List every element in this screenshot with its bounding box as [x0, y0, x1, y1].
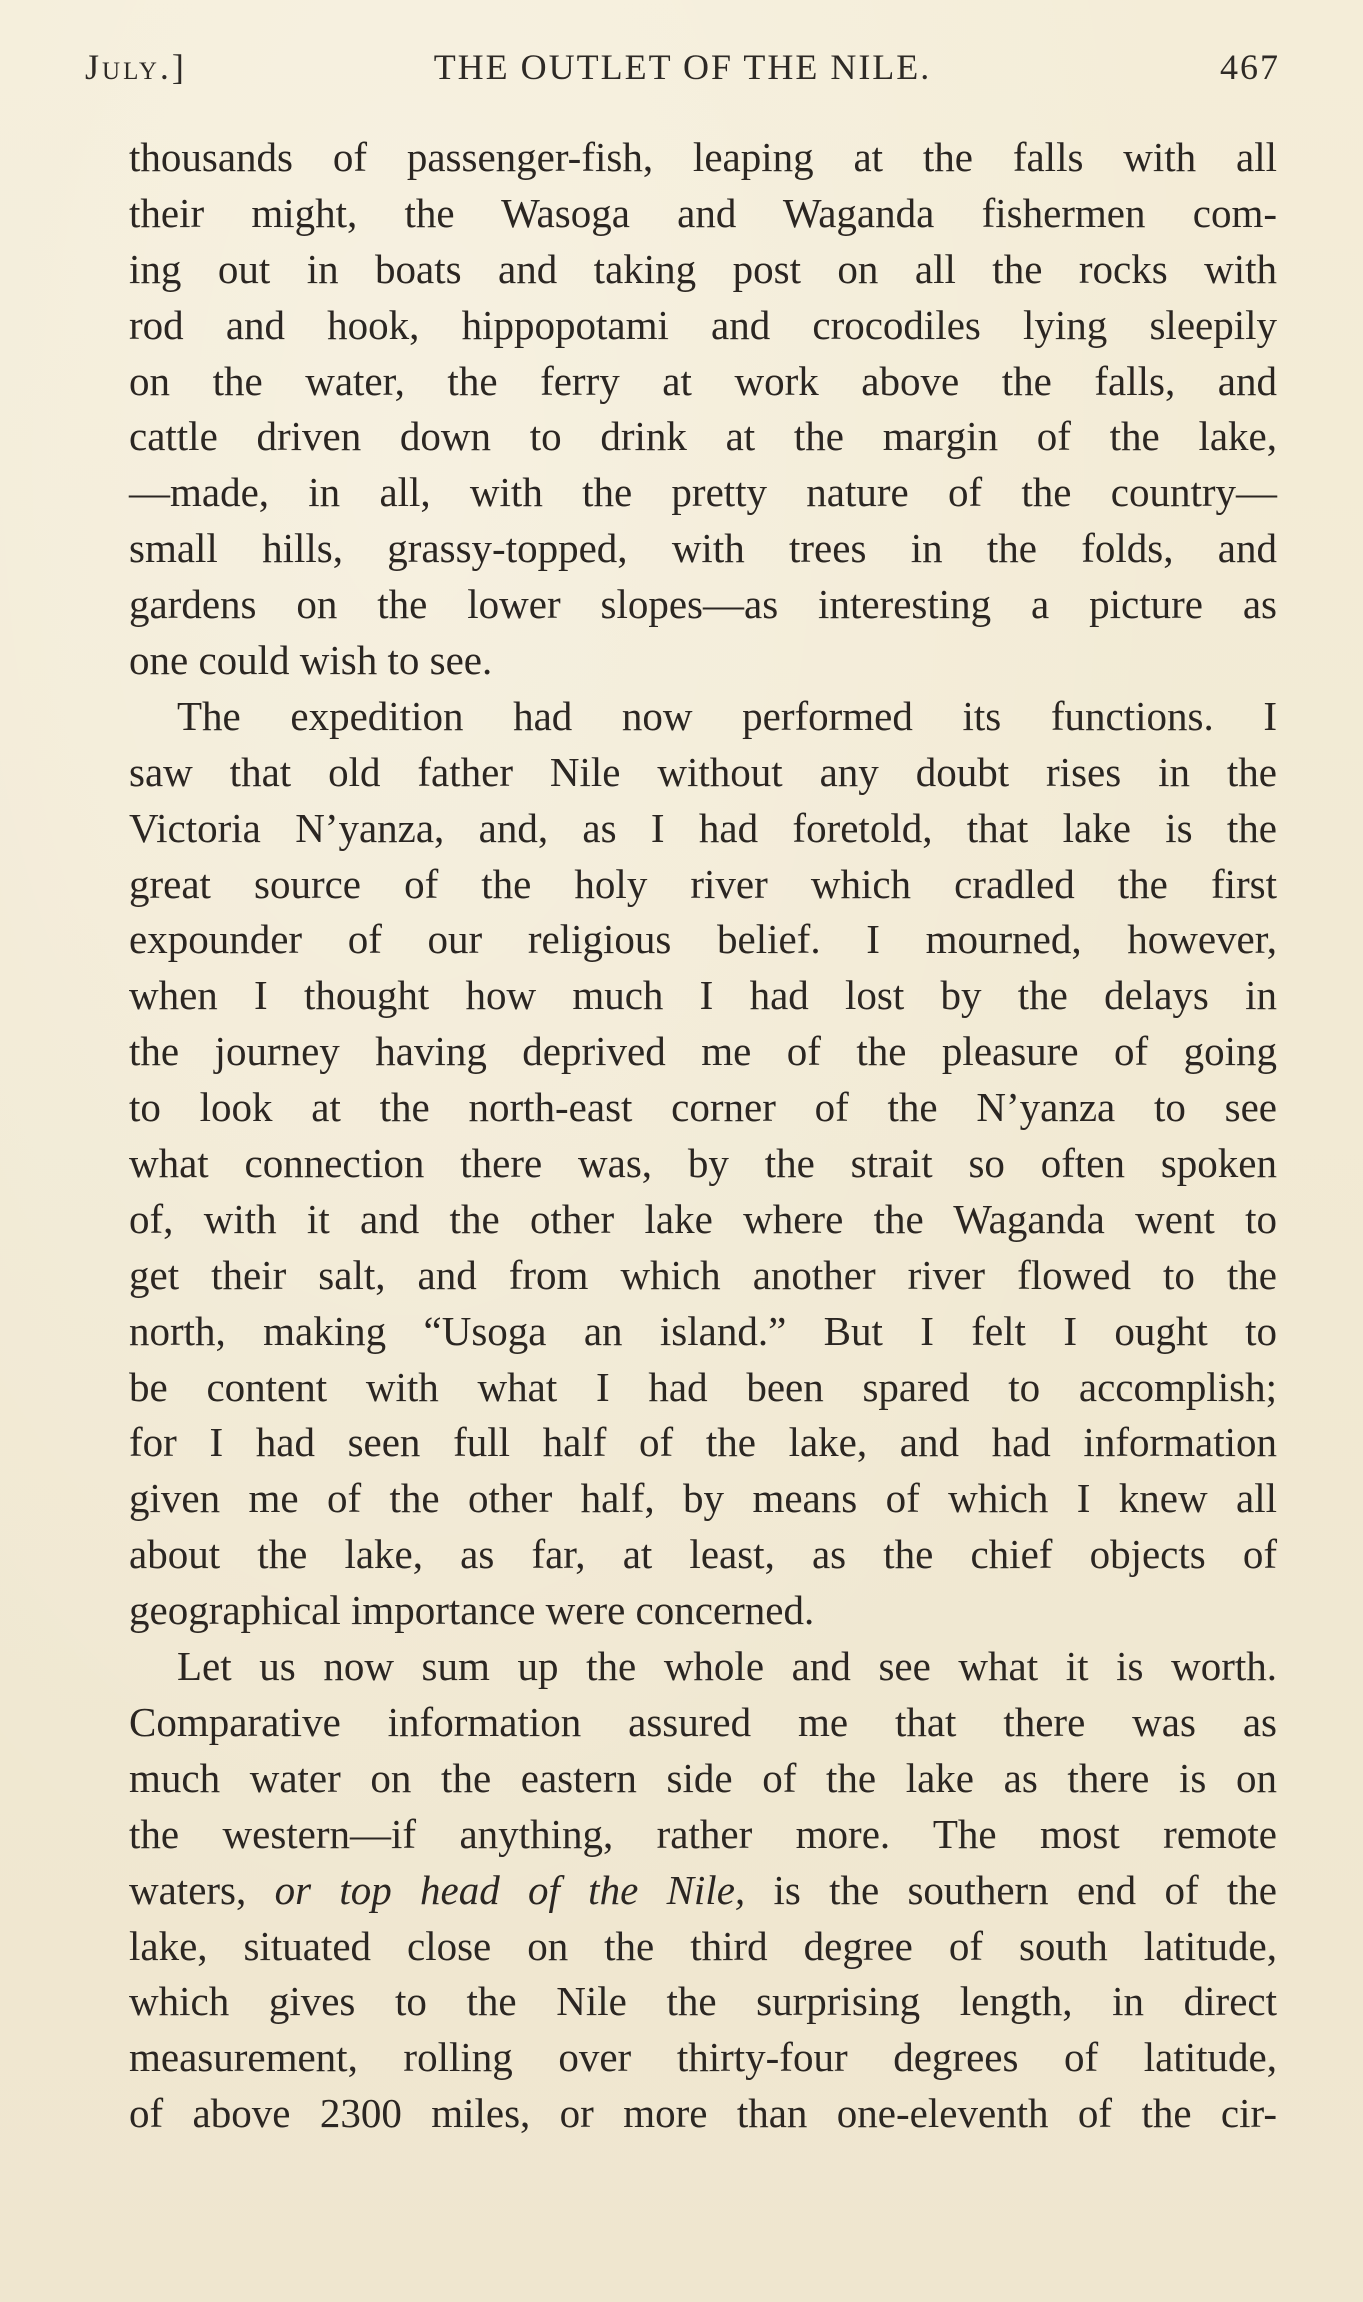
- text-line: which gives to the Nile the surprising length, in direct: [129, 1978, 1277, 2025]
- text-line: what connection there was, by the strait so often spoken: [129, 1140, 1277, 1187]
- text-segment: is the southern end of the: [745, 1866, 1278, 1913]
- body-text: [129, 130, 1277, 2142]
- page-number: 467: [1220, 47, 1280, 87]
- text-line: when I thought how much I had lost by the delays in: [129, 972, 1277, 1019]
- paragraph-first-line: The expedition had now performed its functions. I: [177, 692, 1277, 739]
- text-line: be content with what I had been spared to accomplish;: [129, 1363, 1277, 1410]
- text-line: to look at the north-east corner of the N’yanza to see: [129, 1084, 1277, 1131]
- text-line: the western—if anything, rather more. The most remote: [129, 1810, 1277, 1857]
- text-line: saw that old father Nile without any doubt rises in the: [129, 748, 1277, 795]
- text-line: on the water, the ferry at work above the falls, and: [129, 357, 1277, 404]
- paragraph-first-line: Let us now sum up the whole and see what it is worth.: [177, 1643, 1277, 1690]
- text-line: —made, in all, with the pretty nature of the country—: [129, 469, 1277, 516]
- text-line-with-italic: [129, 1863, 1277, 1919]
- text-line: north, making “Usoga an island.” But I felt I ought to: [129, 1307, 1277, 1354]
- text-line: ing out in boats and taking post on all the rocks with: [129, 245, 1277, 292]
- text-line: rod and hook, hippopotami and crocodiles lying sleepily: [129, 301, 1277, 348]
- text-line: Comparative information assured me that there was as: [129, 1698, 1277, 1745]
- italic-phrase: or top head of the Nile,: [274, 1866, 746, 1913]
- text-line: given me of the other half, by means of which I knew all: [129, 1475, 1277, 1522]
- text-line: their might, the Wasoga and Waganda fishermen com-: [129, 189, 1277, 236]
- text-segment: waters,: [129, 1866, 275, 1913]
- text-line: of above 2300 miles, or more than one-eleventh of the cir-: [129, 2090, 1277, 2137]
- text-line: the journey having deprived me of the pleasure of going: [129, 1028, 1277, 1075]
- text-line: great source of the holy river which cradled the first: [129, 860, 1277, 907]
- text-line: about the lake, as far, at least, as the chief objects of: [129, 1531, 1277, 1578]
- running-head-month: July.]: [85, 47, 187, 87]
- text-line: Victoria N’yanza, and, as I had foretold, that lake is the: [129, 804, 1277, 851]
- text-line: geographical importance were concerned.: [129, 1587, 815, 1634]
- text-line: one could wish to see.: [129, 637, 493, 684]
- text-line: much water on the eastern side of the lake as there is on: [129, 1754, 1277, 1801]
- text-line: expounder of our religious belief. I mourned, however,: [129, 916, 1277, 963]
- text-line: gardens on the lower slopes—as interesting a picture as: [129, 581, 1277, 628]
- running-head-chapter-title: THE OUTLET OF THE NILE.: [433, 47, 932, 87]
- running-head: [85, 46, 1280, 96]
- text-line: lake, situated close on the third degree of south latitude,: [129, 1922, 1277, 1969]
- text-line: cattle driven down to drink at the margin of the lake,: [129, 413, 1277, 460]
- text-line: thousands of passenger-fish, leaping at the falls with all: [129, 134, 1277, 180]
- text-line: for I had seen full half of the lake, and had information: [129, 1419, 1277, 1466]
- text-line: small hills, grassy-topped, with trees in the folds, and: [129, 525, 1277, 572]
- text-line: get their salt, and from which another river flowed to the: [129, 1251, 1277, 1298]
- text-line: of, with it and the other lake where the Waganda went to: [129, 1195, 1277, 1242]
- text-line: measurement, rolling over thirty-four degrees of latitude,: [129, 2034, 1277, 2081]
